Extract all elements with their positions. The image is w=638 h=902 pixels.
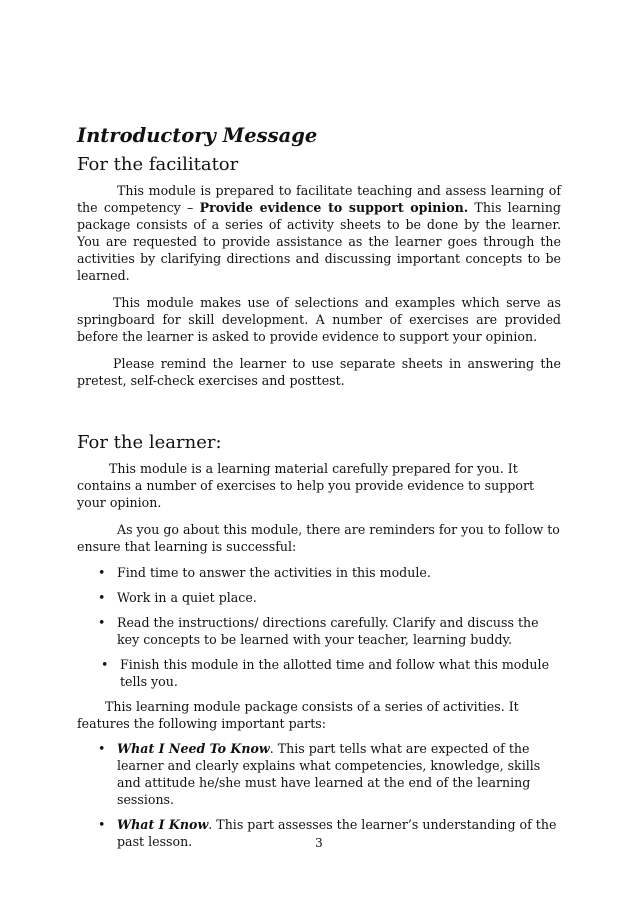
part-description: . This part tells what are expected of the learner and clearly explains what competencies, knowledge, skills and attitude he/she must have learned at the end of the learning sessions. — [117, 741, 541, 807]
list-item — [77, 589, 561, 606]
reminder-text: Work in a quiet place. — [117, 590, 257, 605]
learner-paragraph-1: This module is a learning material carefully prepared for you. It contains a number of exercises to help you provide evidence to support your opinion. — [77, 461, 535, 510]
facilitator-paragraph-2: This module makes use of selections and examples which serve as springboard for skill development. A number of exercises are provided before the learner is asked to provide evidence to support your opinion. — [77, 295, 561, 344]
reminders-list — [77, 564, 561, 690]
list-item — [77, 740, 561, 808]
learner-paragraph-2: As you go about this module, there are reminders for you to follow to ensure that learning is successful: — [77, 522, 560, 554]
bullet-icon: • — [98, 590, 106, 605]
list-item — [77, 656, 561, 690]
parts-list — [77, 740, 561, 850]
competency-bold: Provide evidence to support opinion. — [199, 200, 469, 215]
part-description: . This part assesses the learner’s understanding of the past lesson. — [117, 817, 557, 849]
reminder-text: Finish this module in the allotted time and follow what this module tells you. — [120, 657, 550, 689]
facilitator-paragraph-3: Please remind the learner to use separate sheets in answering the pretest, self-check exercises and posttest. — [77, 356, 561, 388]
facilitator-paragraph-1 — [77, 182, 561, 284]
reminder-text: Find time to answer the activities in this module. — [117, 565, 431, 580]
facilitator-paragraph-1-text-a: This module is prepared to facilitate teaching and assess learning of the competency – — [77, 183, 561, 215]
bullet-icon: • — [98, 615, 106, 630]
page-title: Introductory Message — [77, 124, 318, 147]
reminder-text: Read the instructions/ directions carefully. Clarify and discuss the key concepts to be learned with your teacher, learning buddy. — [117, 615, 539, 647]
learner-paragraph-3: This learning module package consists of a series of activities. It features the following important parts: — [77, 699, 519, 731]
document-page — [77, 124, 561, 858]
facilitator-heading: For the facilitator — [77, 154, 239, 175]
bullet-icon: • — [98, 817, 106, 832]
section-spacer — [77, 389, 561, 431]
bullet-icon: • — [98, 565, 106, 580]
part-name: What I Know — [117, 817, 209, 832]
page-number: 3 — [315, 836, 323, 850]
bullet-icon: • — [98, 741, 106, 756]
learner-heading: For the learner: — [77, 432, 222, 453]
list-item — [77, 614, 561, 648]
facilitator-paragraph-1-text-b: This learning package consists of a series of activity sheets to be done by the learner. You are requested to provide assistance as the learner goes through the activities by clarifying directions and discussing important concepts to be learned. — [77, 200, 561, 283]
bullet-icon: • — [101, 657, 109, 672]
part-name: What I Need To Know — [117, 741, 270, 756]
list-item — [77, 564, 561, 581]
